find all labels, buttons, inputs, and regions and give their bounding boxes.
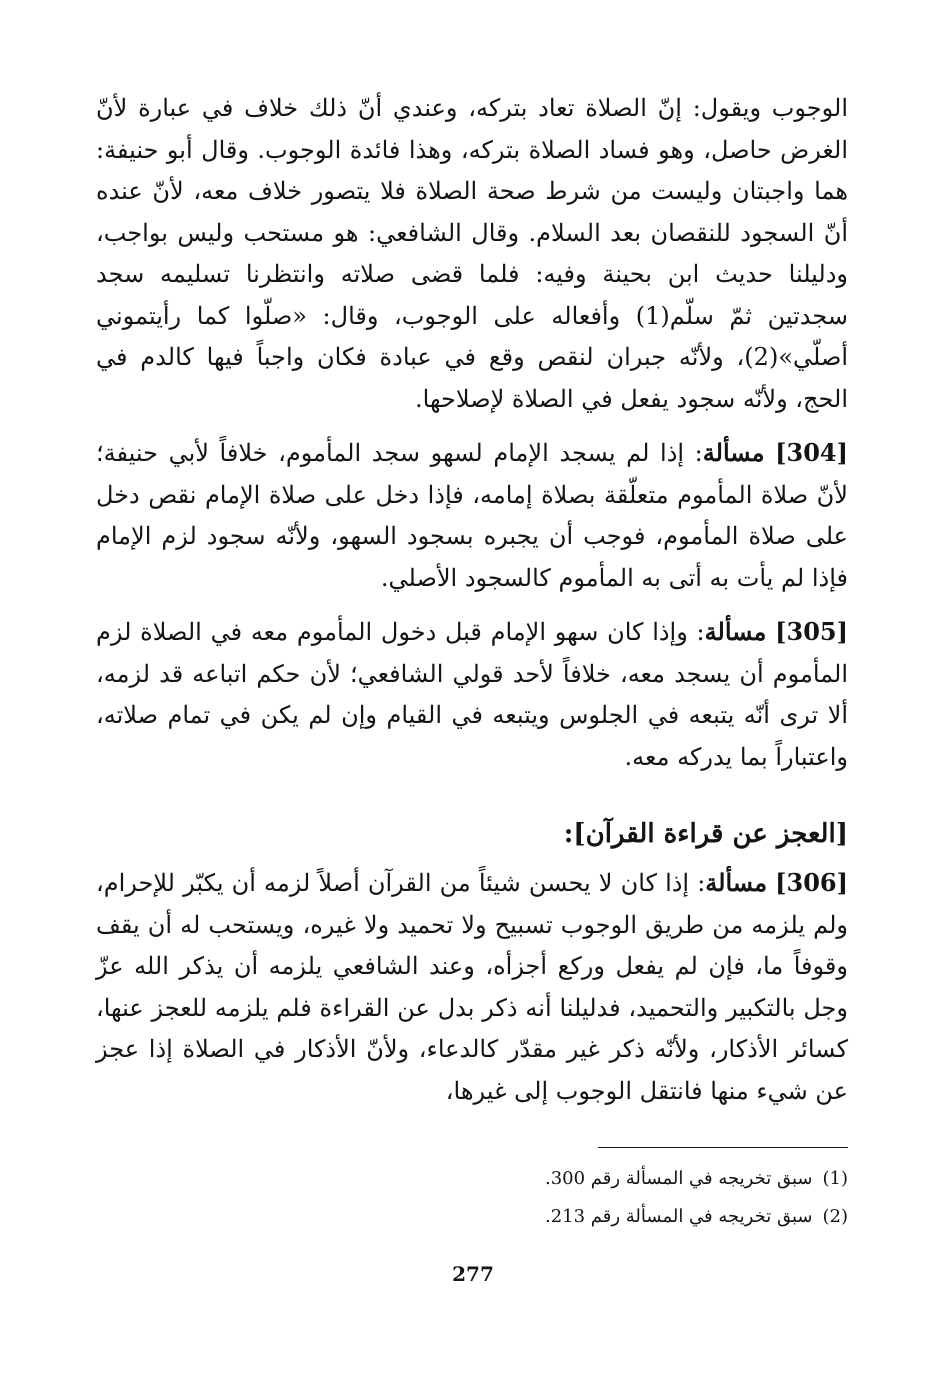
- issue-label: مسألة: [705, 868, 768, 897]
- issue-label: مسألة: [702, 438, 765, 467]
- issue-306: [96, 862, 848, 1112]
- issue-text: : إذا لم يسجد الإمام لسهو سجد المأموم، خلافاً لأبي حنيفة؛ لأنّ صلاة المأموم متعلّقة بصلاة إمامه، فإذا دخل على صلاة الإمام نقص دخل على صلاة المأموم، فوجب أن يجبره بسجود السهو، ولأنّه سجود لزم الإمام فإذا لم يأت به أتى به المأموم كالسجود الأصلي.: [96, 439, 848, 592]
- paragraph-continuation: [96, 88, 848, 420]
- issue-number: [306]: [775, 868, 848, 897]
- footnote-2: [300, 1198, 848, 1236]
- issue-label: مسألة: [704, 617, 767, 646]
- issue-number: [305]: [775, 617, 848, 646]
- footnote-mark: (1): [822, 1168, 848, 1189]
- footnote-1: [300, 1160, 848, 1198]
- footnote-mark: (2): [822, 1206, 848, 1227]
- issue-304: [96, 432, 848, 599]
- main-text: [96, 88, 848, 1112]
- footnote-divider: [598, 1147, 848, 1148]
- footnote-text: سبق تخريجه في المسألة رقم 300.: [544, 1168, 813, 1189]
- page-number: 277: [452, 1262, 494, 1286]
- issue-number: [304]: [775, 438, 848, 467]
- issue-text: : إذا كان لا يحسن شيئاً من القرآن أصلاً لزمه أن يكبّر للإحرام، ولم يلزمه من طريق الوجوب تسبيح ولا تحميد ولا غيره، ويستحب له أن يقف وقوفاً ما، فإن لم يفعل وركع أجزأه، وعند الشافعي يلزمه أن يذكر الله عزّ وجل بالتكبير والتحميد، فدليلنا أنه ذكر بدل عن القراءة فلم يلزمه للعجز عنها، كسائر الأذكار، ولأنّه ذكر غير مقدّر كالدعاء، ولأنّ الأذكار في الصلاة إذا عجز عن شيء منها فانتقل الوجوب إلى غيرها،: [96, 869, 848, 1105]
- paragraph-text: الوجوب ويقول: إنّ الصلاة تعاد بتركه، وعندي أنّ ذلك خلاف في عبارة لأنّ الغرض حاصل، وهو فساد الصلاة بتركه، وهذا فائدة الوجوب. وقال أبو حنيفة: هما واجبتان وليست من شرط صحة الصلاة فلا يتصور خلاف معه، لأنّ عنده أنّ السجود للنقصان بعد السلام. وقال الشافعي: هو مستحب وليس بواجب، ودليلنا حديث ابن بحينة وفيه: فلما قضى صلاته وانتظرنا تسليمه سجد سجدتين ثمّ سلّم(1) وأفعاله على الوجوب، وقال: «صلّوا كما رأيتموني أصلّي»(2)، ولأنّه جبران لنقص وقع في عبادة فكان واجباً فيها كالدم في الحج، ولأنّه سجود يفعل في الصلاة لإصلاحها.: [96, 94, 848, 413]
- footnotes: [300, 1160, 848, 1236]
- issue-text: : وإذا كان سهو الإمام قبل دخول المأموم معه في الصلاة لزم المأموم أن يسجد معه، خلافاً لأحد قولي الشافعي؛ لأن حكم اتباعه قد لزمه، ألا ترى أنّه يتبعه في الجلوس ويتبعه في القيام وإن لم يكن في تمام صلاته، واعتباراً بما يدركه معه.: [96, 618, 848, 771]
- section-heading: [العجز عن قراءة القرآن]:: [563, 819, 848, 849]
- issue-305: [96, 611, 848, 778]
- footnote-text: سبق تخريجه في المسألة رقم 213.: [544, 1206, 813, 1227]
